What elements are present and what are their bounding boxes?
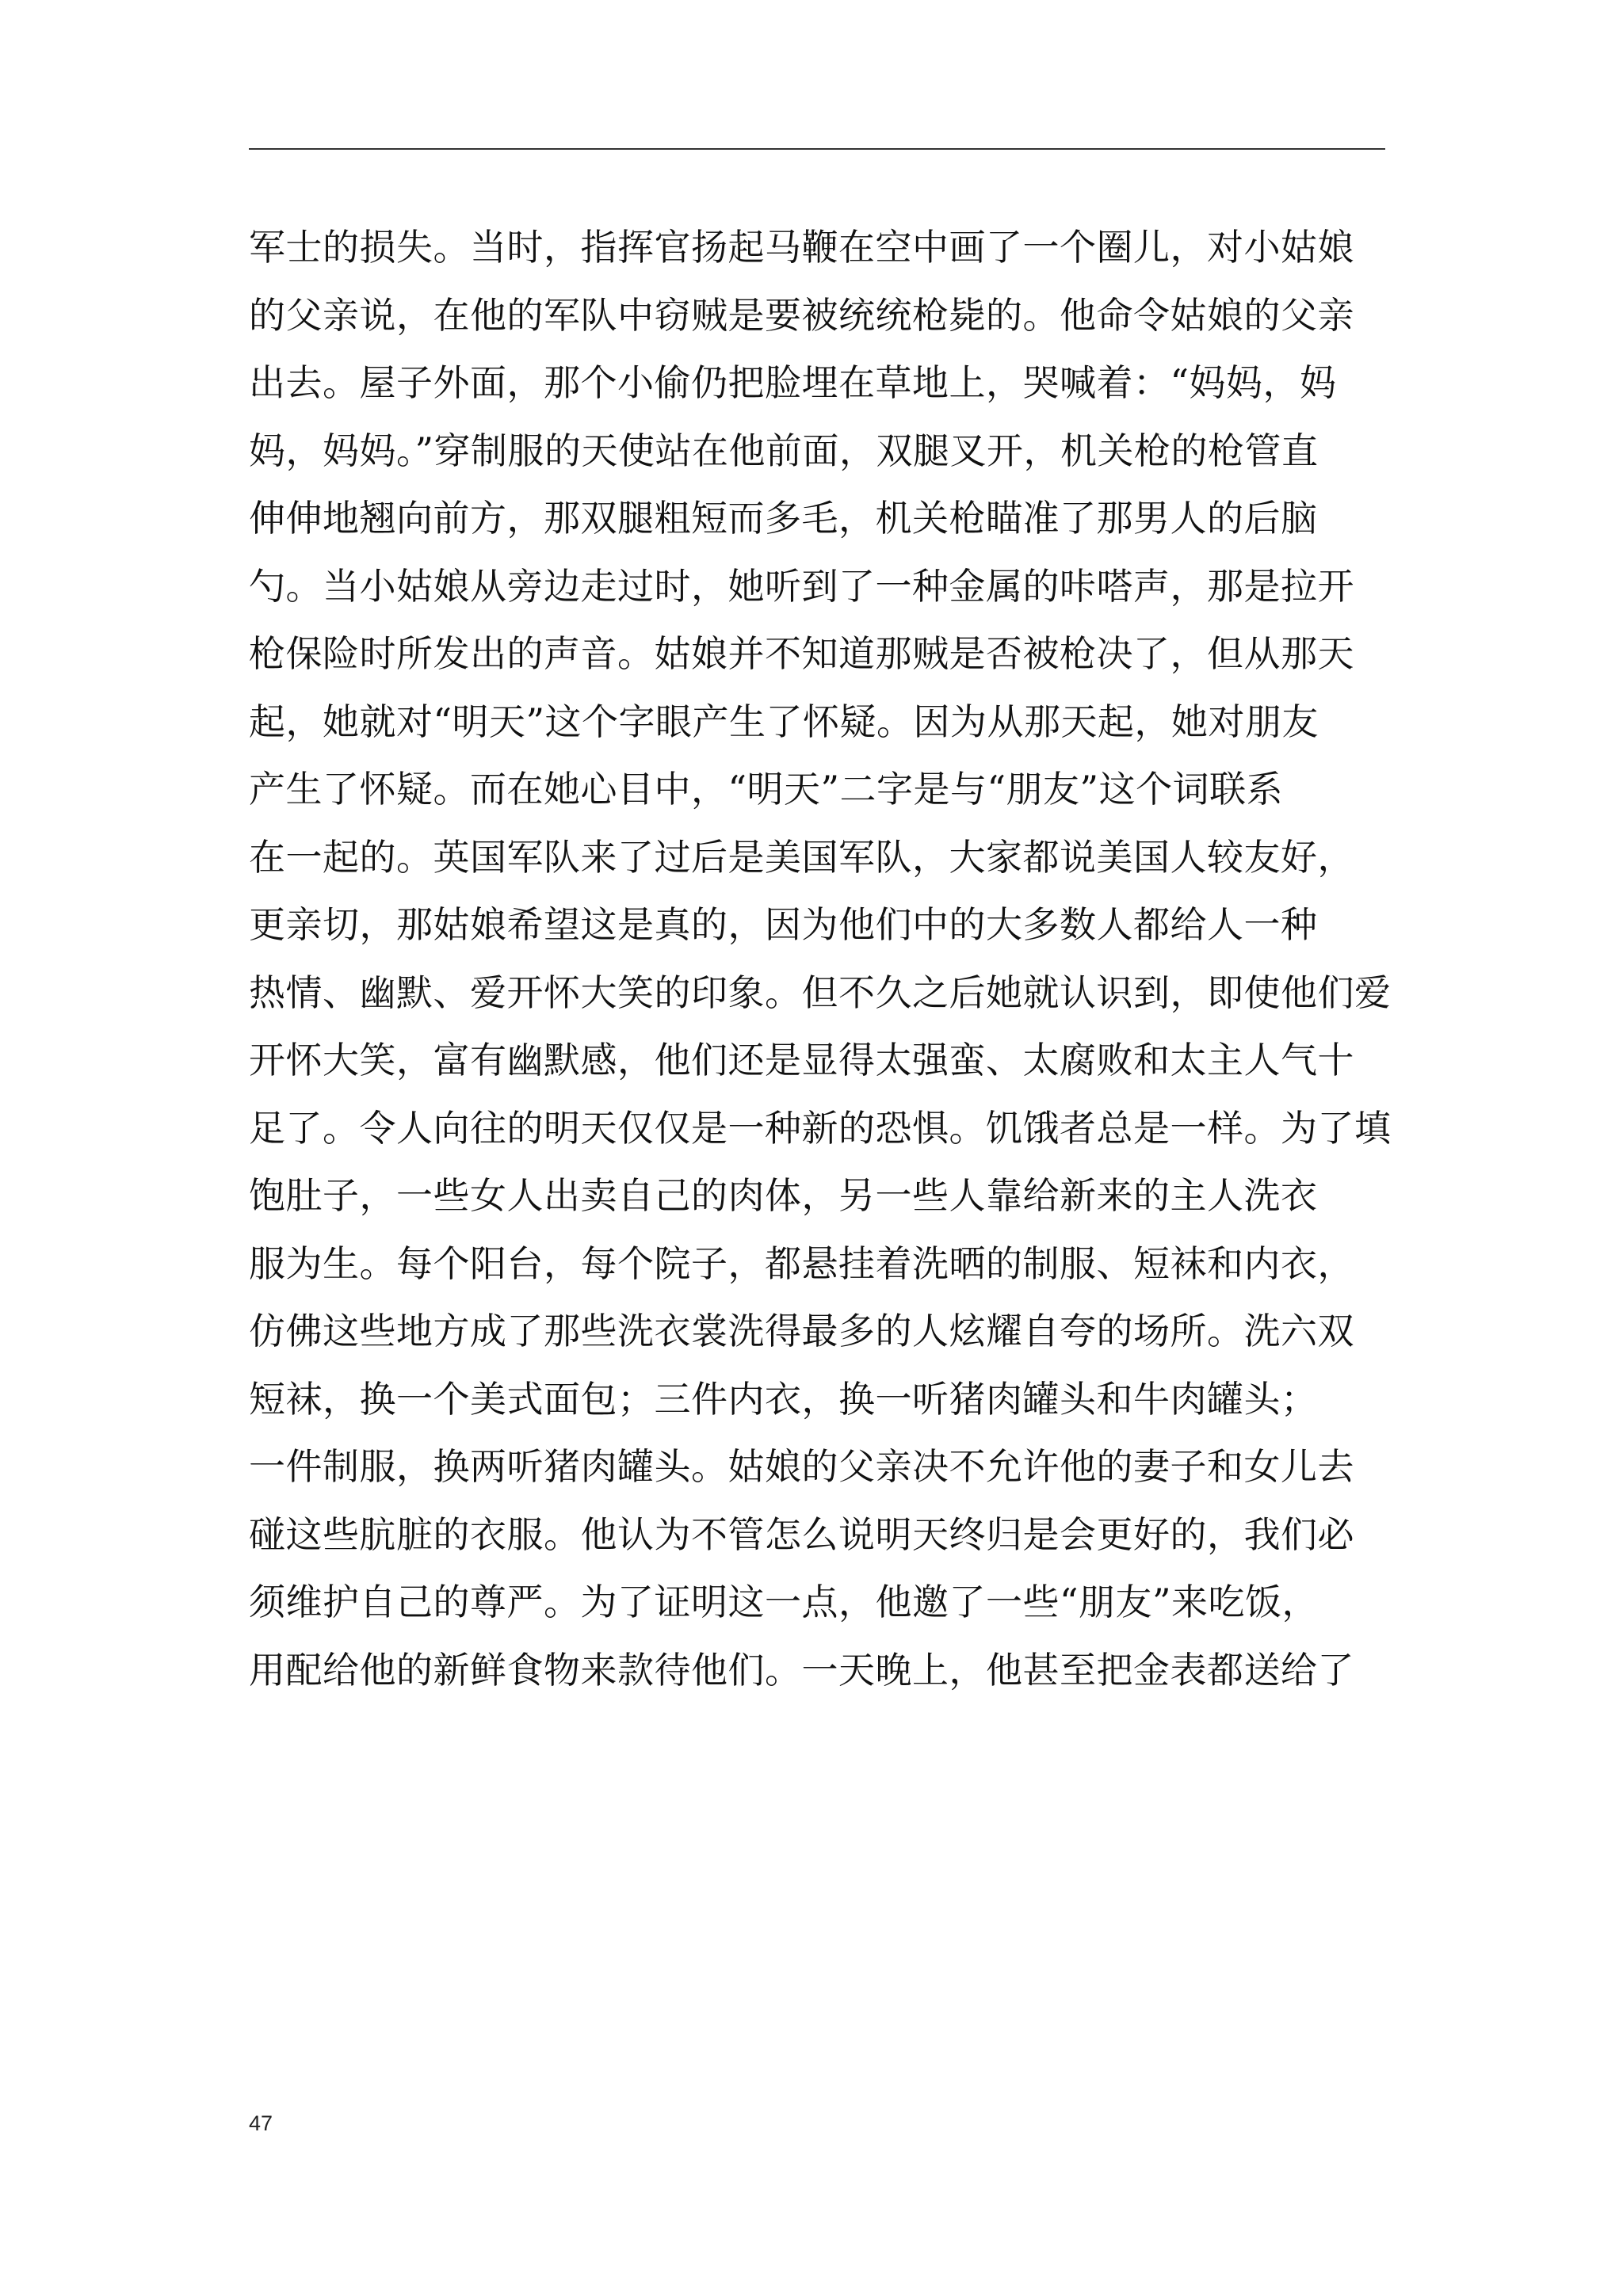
text-line: 用配给他的新鲜食物来款待他们。一天晚上，他甚至把金表都送给了 [249, 1648, 1354, 1691]
text-line: 须维护自己的尊严。为了证明这一点，他邀了一些“朋友”来吃饭， [249, 1581, 1319, 1623]
text-line: 服为生。每个阳台，每个院子，都悬挂着洗晒的制服、短袜和内衣， [249, 1241, 1354, 1285]
text-line: 更亲切，那姑娘希望这是真的，因为他们中的大多数人都给人一种 [249, 903, 1318, 946]
text-line: 起，她就对“明天”这个字眼产生了怀疑。因为从那天起，她对朋友 [249, 700, 1319, 743]
text-line: 饱肚子，一些女人出卖自己的肉体，另一些人靠给新来的主人洗衣 [249, 1174, 1318, 1217]
text-line: 开怀大笑，富有幽默感，他们还是显得太强蛮、太腐败和太主人气十 [249, 1039, 1354, 1081]
body-text [249, 214, 1398, 1704]
text-line: 出去。屋子外面，那个小偷仍把脸埋在草地上，哭喊着：“妈妈，妈 [249, 361, 1337, 404]
text-line: 枪保险时所发出的声音。姑娘并不知道那贼是否被枪决了，但从那天 [249, 632, 1354, 675]
text-line: 在一起的。英国军队来了过后是美国军队，大家都说美国人较友好， [249, 835, 1354, 879]
text-line: 碰这些肮脏的衣服。他认为不管怎么说明天终归是会更好的，我们必 [249, 1512, 1354, 1556]
text-line: 妈，妈妈。”穿制服的天使站在他前面，双腿叉开，机关枪的枪管直 [249, 429, 1319, 472]
text-line: 伸伸地翘向前方，那双腿粗短而多毛，机关枪瞄准了那男人的后脑 [249, 497, 1318, 540]
text-line: 勺。当小姑娘从旁边走过时，她听到了一种金属的咔嗒声，那是拉开 [249, 564, 1354, 608]
text-line: 一件制服，换两听猪肉罐头。姑娘的父亲决不允许他的妻子和女儿去 [249, 1445, 1354, 1488]
text-line: 仿佛这些地方成了那些洗衣裳洗得最多的人炫耀自夸的场所。洗六双 [249, 1310, 1354, 1352]
page-number: 47 [249, 2111, 273, 2135]
text-line: 短袜，换一个美式面包；三件内衣，换一听猪肉罐头和牛肉罐头； [249, 1377, 1318, 1421]
text-line: 热情、幽默、爱开怀大笑的印象。但不久之后她就认识到，即使他们爱 [249, 971, 1392, 1014]
text-line: 的父亲说，在他的军队中窃贼是要被统统枪毙的。他命令姑娘的父亲 [249, 293, 1354, 337]
text-line: 军士的损失。当时，指挥官扬起马鞭在空中画了一个圈儿，对小姑娘 [249, 226, 1354, 269]
text-line: 产生了怀疑。而在她心目中，“明天”二字是与“朋友”这个词联系 [249, 768, 1284, 810]
text-line: 足了。令人向往的明天仅仅是一种新的恐惧。饥饿者总是一样。为了填 [249, 1106, 1392, 1150]
header-rule [249, 148, 1385, 150]
